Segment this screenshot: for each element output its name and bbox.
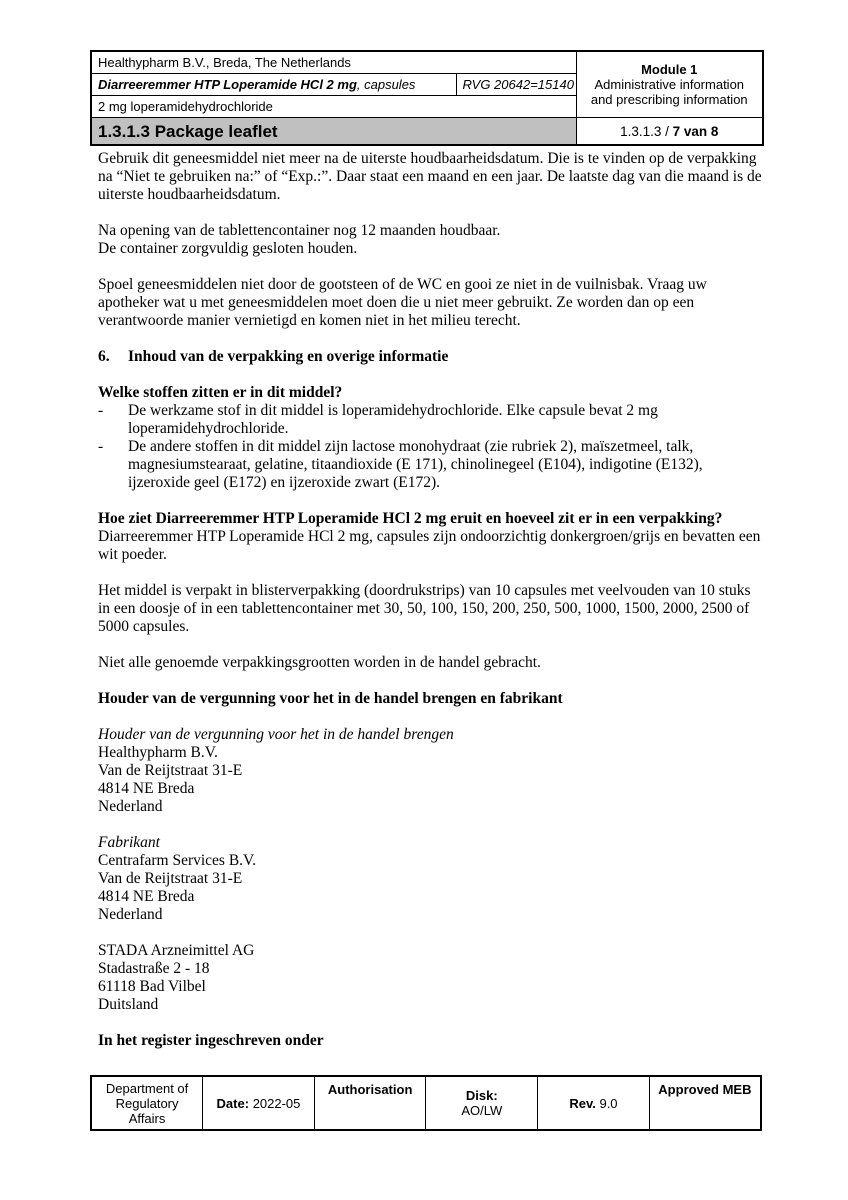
rev-label: Rev.	[569, 1095, 596, 1111]
paragraph-container-line2: De container zorgvuldig gesloten houden.	[98, 240, 358, 257]
footer-authorisation-cell: Authorisation	[314, 1076, 426, 1130]
paragraph-container-line1: Na opening van de tablettencontainer nog 12 maanden houdbaar.	[98, 222, 501, 239]
company-line: Healthypharm B.V., Breda, The Netherlands	[91, 51, 576, 74]
paragraph-disposal: Spoel geneesmiddelen niet door de gootsteen of de WC en gooi ze niet in de vuilnisbak. Vraag uw apotheker wat u met geneesmiddelen moet doen die u niet meer gebruikt. Ze worden dan op een verantwoorde manier vernietigd en komen niet in het milieu terecht.	[98, 276, 707, 329]
holder-address-block	[98, 726, 762, 816]
fabrikant-address-block-1	[98, 834, 762, 924]
address-line: Stadastraße 2 - 18	[98, 960, 210, 977]
address-line: Centrafarm Services B.V.	[98, 852, 257, 869]
document-header-table	[90, 50, 764, 146]
module-info-cell	[576, 51, 763, 118]
module-info-line2: Administrative information	[594, 77, 745, 92]
address-line: 4814 NE Breda	[98, 780, 195, 797]
address-line: STADA Arzneimittel AG	[98, 942, 255, 959]
paragraph-expiry: Gebruik dit geneesmiddel niet meer na de uiterste houdbaarheidsdatum. Die is te vinden op de verpakking na “Niet te gebruiken na:” of “Exp.:”. Daar staat een maand en een jaar. De laatste dag van die maand is de uiterste houdbaarheidsdatum.	[98, 150, 762, 203]
page-reference	[576, 118, 763, 146]
section6-heading	[98, 348, 762, 366]
department-line1: Department of	[105, 1080, 189, 1096]
appearance-heading: Hoe ziet Diarreeremmer HTP Loperamide HCl 2 mg eruit en hoeveel zit er in een verpakking?	[98, 510, 723, 527]
footer-disk-cell	[426, 1076, 538, 1130]
product-title-cell	[91, 74, 456, 96]
address-line: 61118 Bad Vilbel	[98, 978, 206, 995]
substances-heading: Welke stoffen zitten er in dit middel?	[98, 384, 343, 401]
section-title-bar: 1.3.1.3 Package leaflet	[91, 118, 576, 146]
holder-label: Houder van de vergunning voor het in de handel brengen	[98, 726, 454, 743]
section6-title: Inhoud van de verpakking en overige informatie	[128, 348, 449, 365]
register-heading: In het register ingeschreven onder	[98, 1032, 324, 1049]
module-info-line3: and prescribing information	[590, 92, 748, 107]
page-ref-prefix: 1.3.1.3 /	[620, 123, 669, 139]
section6-number: 6.	[98, 348, 110, 365]
address-line: Duitsland	[98, 996, 159, 1013]
date-value: 2022-05	[252, 1095, 301, 1111]
rev-value: 9.0	[599, 1095, 618, 1111]
disk-value: AO/LW	[461, 1103, 503, 1118]
product-form: , capsules	[356, 77, 416, 92]
fabrikant-label: Fabrikant	[98, 834, 160, 851]
holder-fabrikant-heading: Houder van de vergunning voor het in de handel brengen en fabrikant	[98, 690, 563, 707]
paragraph-packaging: Het middel is verpakt in blisterverpakking (doordrukstrips) van 10 capsules met veelvouden van 10 stuks in een doosje of in een tablettencontainer met 30, 50, 100, 150, 200, 250, 500, 1000, 1500, 2000, 2500 of 5000 capsules.	[98, 582, 751, 635]
address-line: Nederland	[98, 798, 163, 815]
document-footer-table	[90, 1075, 762, 1131]
paragraph-pack-sizes: Niet alle genoemde verpakkingsgrootten worden in de handel gebracht.	[98, 654, 541, 671]
module-title: Module 1	[641, 62, 698, 77]
substance-line: 2 mg loperamidehydrochloride	[91, 96, 576, 118]
page-ref-number: 7 van 8	[672, 123, 719, 139]
address-line: 4814 NE Breda	[98, 888, 195, 905]
fabrikant-address-block-2	[98, 942, 762, 1014]
list-item	[98, 438, 762, 492]
address-line: Healthypharm B.V.	[98, 744, 218, 761]
bullet-dash: -	[98, 402, 104, 419]
address-line: Van de Reijtstraat 31-E	[98, 762, 243, 779]
address-line: Van de Reijtstraat 31-E	[98, 870, 243, 887]
footer-date-cell	[203, 1076, 315, 1130]
rvg-number: RVG 20642=15140	[456, 74, 576, 96]
footer-department-cell	[91, 1076, 203, 1130]
address-line: Nederland	[98, 906, 163, 923]
bullet1-text: De werkzame stof in dit middel is loperamidehydrochloride. Elke capsule bevat 2 mg loperamidehydrochloride.	[128, 402, 658, 437]
footer-rev-cell	[538, 1076, 650, 1130]
date-label: Date:	[216, 1095, 250, 1111]
paragraph-appearance: Diarreeremmer HTP Loperamide HCl 2 mg, capsules zijn ondoorzichtig donkergroen/grijs en bevatten een wit poeder.	[98, 528, 761, 563]
bullet2-text: De andere stoffen in dit middel zijn lactose monohydraat (zie rubriek 2), maïszetmeel, talk, magnesiumstearaat, gelatine, titaandioxide (E 171), chinolinegeel (E104), indigotine (E132), ijzeroxide geel (E172) en ijzeroxide zwart (E172).	[128, 438, 703, 491]
list-item	[98, 402, 762, 438]
department-line2: Regulatory Affairs	[115, 1095, 179, 1126]
product-name: Diarreeremmer HTP Loperamide HCl 2 mg	[98, 77, 357, 92]
bullet-dash: -	[98, 438, 104, 455]
disk-label: Disk:	[465, 1088, 498, 1103]
footer-approved-cell: Approved MEB	[649, 1076, 761, 1130]
leaflet-body	[98, 150, 762, 1050]
